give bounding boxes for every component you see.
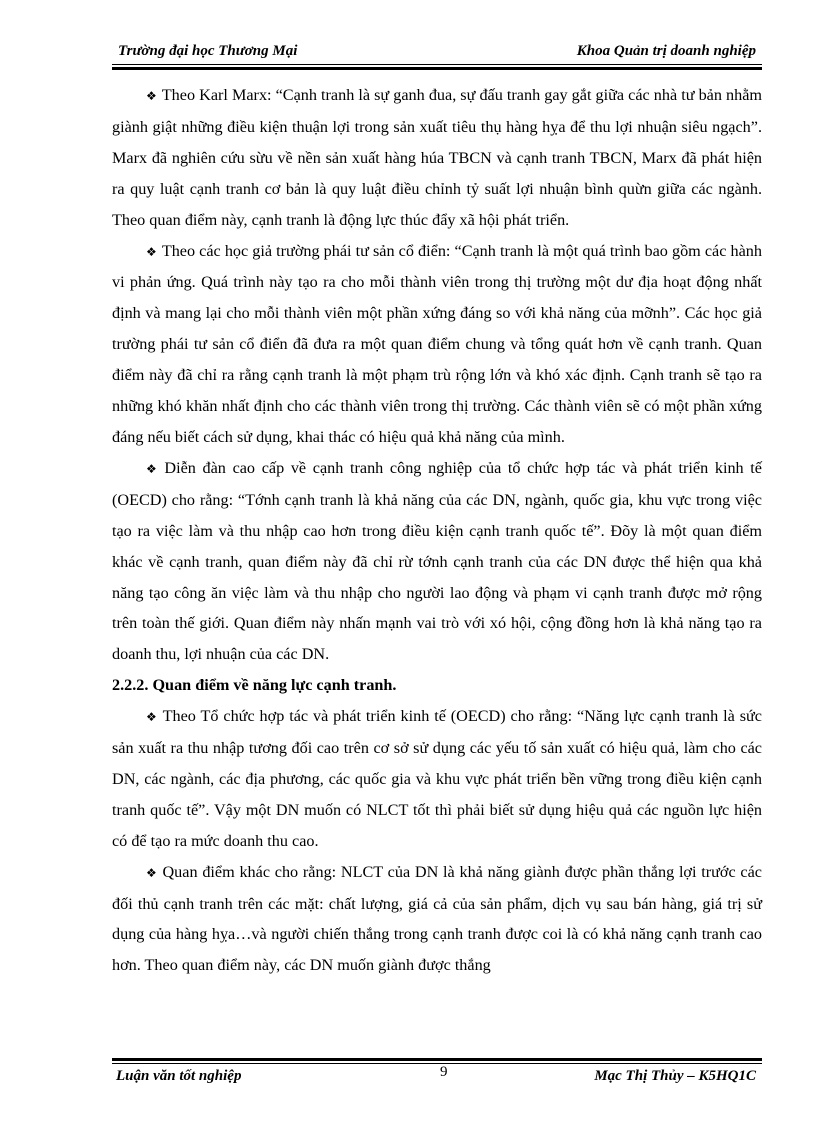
page-body <box>112 80 762 981</box>
paragraph-marx: ❖ Theo Karl Marx: “Cạnh tranh là sự ganh đua, sự đấu tranh gay gắt giữa các nhà tư bản nhằm giành giật những điều kiện thuận lợi trong sản xuất tiêu thụ hàng hỵa để thu lợi nhuận siêu ngạch”. Marx đã nghiên cứu sừu về nền sản xuất hàng húa TBCN và cạnh tranh TBCN, Marx đã phát hiện ra quy luật cạnh tranh cơ bản là quy luật điều chỉnh tỷ suất lợi nhuận bình quừn giữa các ngành. Theo quan điểm này, cạnh tranh là động lực thúc đẩy xã hội phát triển. <box>112 86 762 229</box>
header-rule-thin <box>112 64 762 65</box>
diamond-bullet-icon: ❖ <box>146 710 158 725</box>
footer-thesis: Luận văn tốt nghiệp <box>116 1068 242 1084</box>
page-footer <box>112 1064 762 1086</box>
diamond-bullet-icon: ❖ <box>146 461 160 476</box>
page-number: 9 <box>440 1064 448 1080</box>
paragraph-other-view: ❖ Quan điểm khác cho rằng: NLCT của DN là khả năng giành được phần thắng lợi trước các đối thủ cạnh tranh trên các mặt: chất lượng, giá cả của sản phẩm, dịch vụ sau bán hàng, giá trị sử dụng của hàng hỵa…và người chiến thắng trong cạnh tranh được coi là có khả năng cạnh tranh cao hơn. Theo quan điểm này, các DN muốn giành được thắng <box>112 862 762 975</box>
paragraph-classical: ❖ Theo các học giả trường phái tư sản cổ điển: “Cạnh tranh là một quá trình bao gồm các hành vi phản ứng. Quá trình này tạo ra cho mỗi thành viên trong thị trường một dư địa hoạt động nhất định và mang lại cho mỗi thành viên một phần xứng đáng so với khả năng của mỡnh”. Các học giả trường phái tư sản cổ điển đã đưa ra một quan điểm chung và tổng quát hơn về cạnh tranh. Quan điểm này đã chỉ ra rằng cạnh tranh là một phạm trù rộng lớn và khó xác định. Cạnh tranh sẽ tạo ra những khó khăn nhất định cho các thành viên trong thị trường. Các thành viên sẽ có một phần xứng đáng nếu biết cách sử dụng, khai thác có hiệu quả khả năng của mình. <box>112 241 762 446</box>
paragraph-oecd-forum: ❖ Diễn đàn cao cấp về cạnh tranh công nghiệp của tổ chức hợp tác và phát triển kinh tế (OECD) cho rằng: “Tớnh cạnh tranh là khả năng của các DN, ngành, quốc gia, khu vực trong việc tạo ra việc làm và thu nhập cao hơn trong điều kiện cạnh tranh quốc tế”. Đõy là một quan điểm khác về cạnh tranh, quan điểm này đã chỉ rừ tớnh cạnh tranh của các DN được thể hiện qua khả năng tạo công ăn việc làm và thu nhập cho người lao động và phạm vi cạnh tranh được mở rộng trên toàn thế giới. Quan điểm này nhấn mạnh vai trò với xó hội, cộng đồng hơn là khả năng tạo ra doanh thu, lợi nhuận của các DN. <box>112 458 762 664</box>
diamond-bullet-icon: ❖ <box>146 865 158 880</box>
footer-author: Mạc Thị Thủy – K5HQ1C <box>594 1068 756 1084</box>
header-school: Trường đại học Thương Mại <box>118 43 298 59</box>
paragraph-oecd: ❖ Theo Tổ chức hợp tác và phát triển kinh tế (OECD) cho rằng: “Năng lực cạnh tranh là sức sản xuất ra thu nhập tương đối cao trên cơ sở sử dụng các yếu tố sản xuất có hiệu quả, làm cho các DN, các ngành, các địa phương, các quốc gia và khu vực phát triển bền vững trong điều kiện cạnh tranh quốc tế”. Vậy một DN muốn có NLCT tốt thì phải biết sử dụng hiệu quả các nguồn lực hiện có để tạo ra mức doanh thu cao. <box>112 707 762 850</box>
section-heading: 2.2.2. Quan điểm về năng lực cạnh tranh. <box>112 676 397 695</box>
page-header <box>112 40 762 64</box>
header-rule-thick <box>112 67 762 70</box>
diamond-bullet-icon: ❖ <box>146 244 157 259</box>
header-faculty: Khoa Quản trị doanh nghiệp <box>576 43 756 59</box>
diamond-bullet-icon: ❖ <box>146 89 157 103</box>
footer-rule-thick <box>112 1058 762 1061</box>
